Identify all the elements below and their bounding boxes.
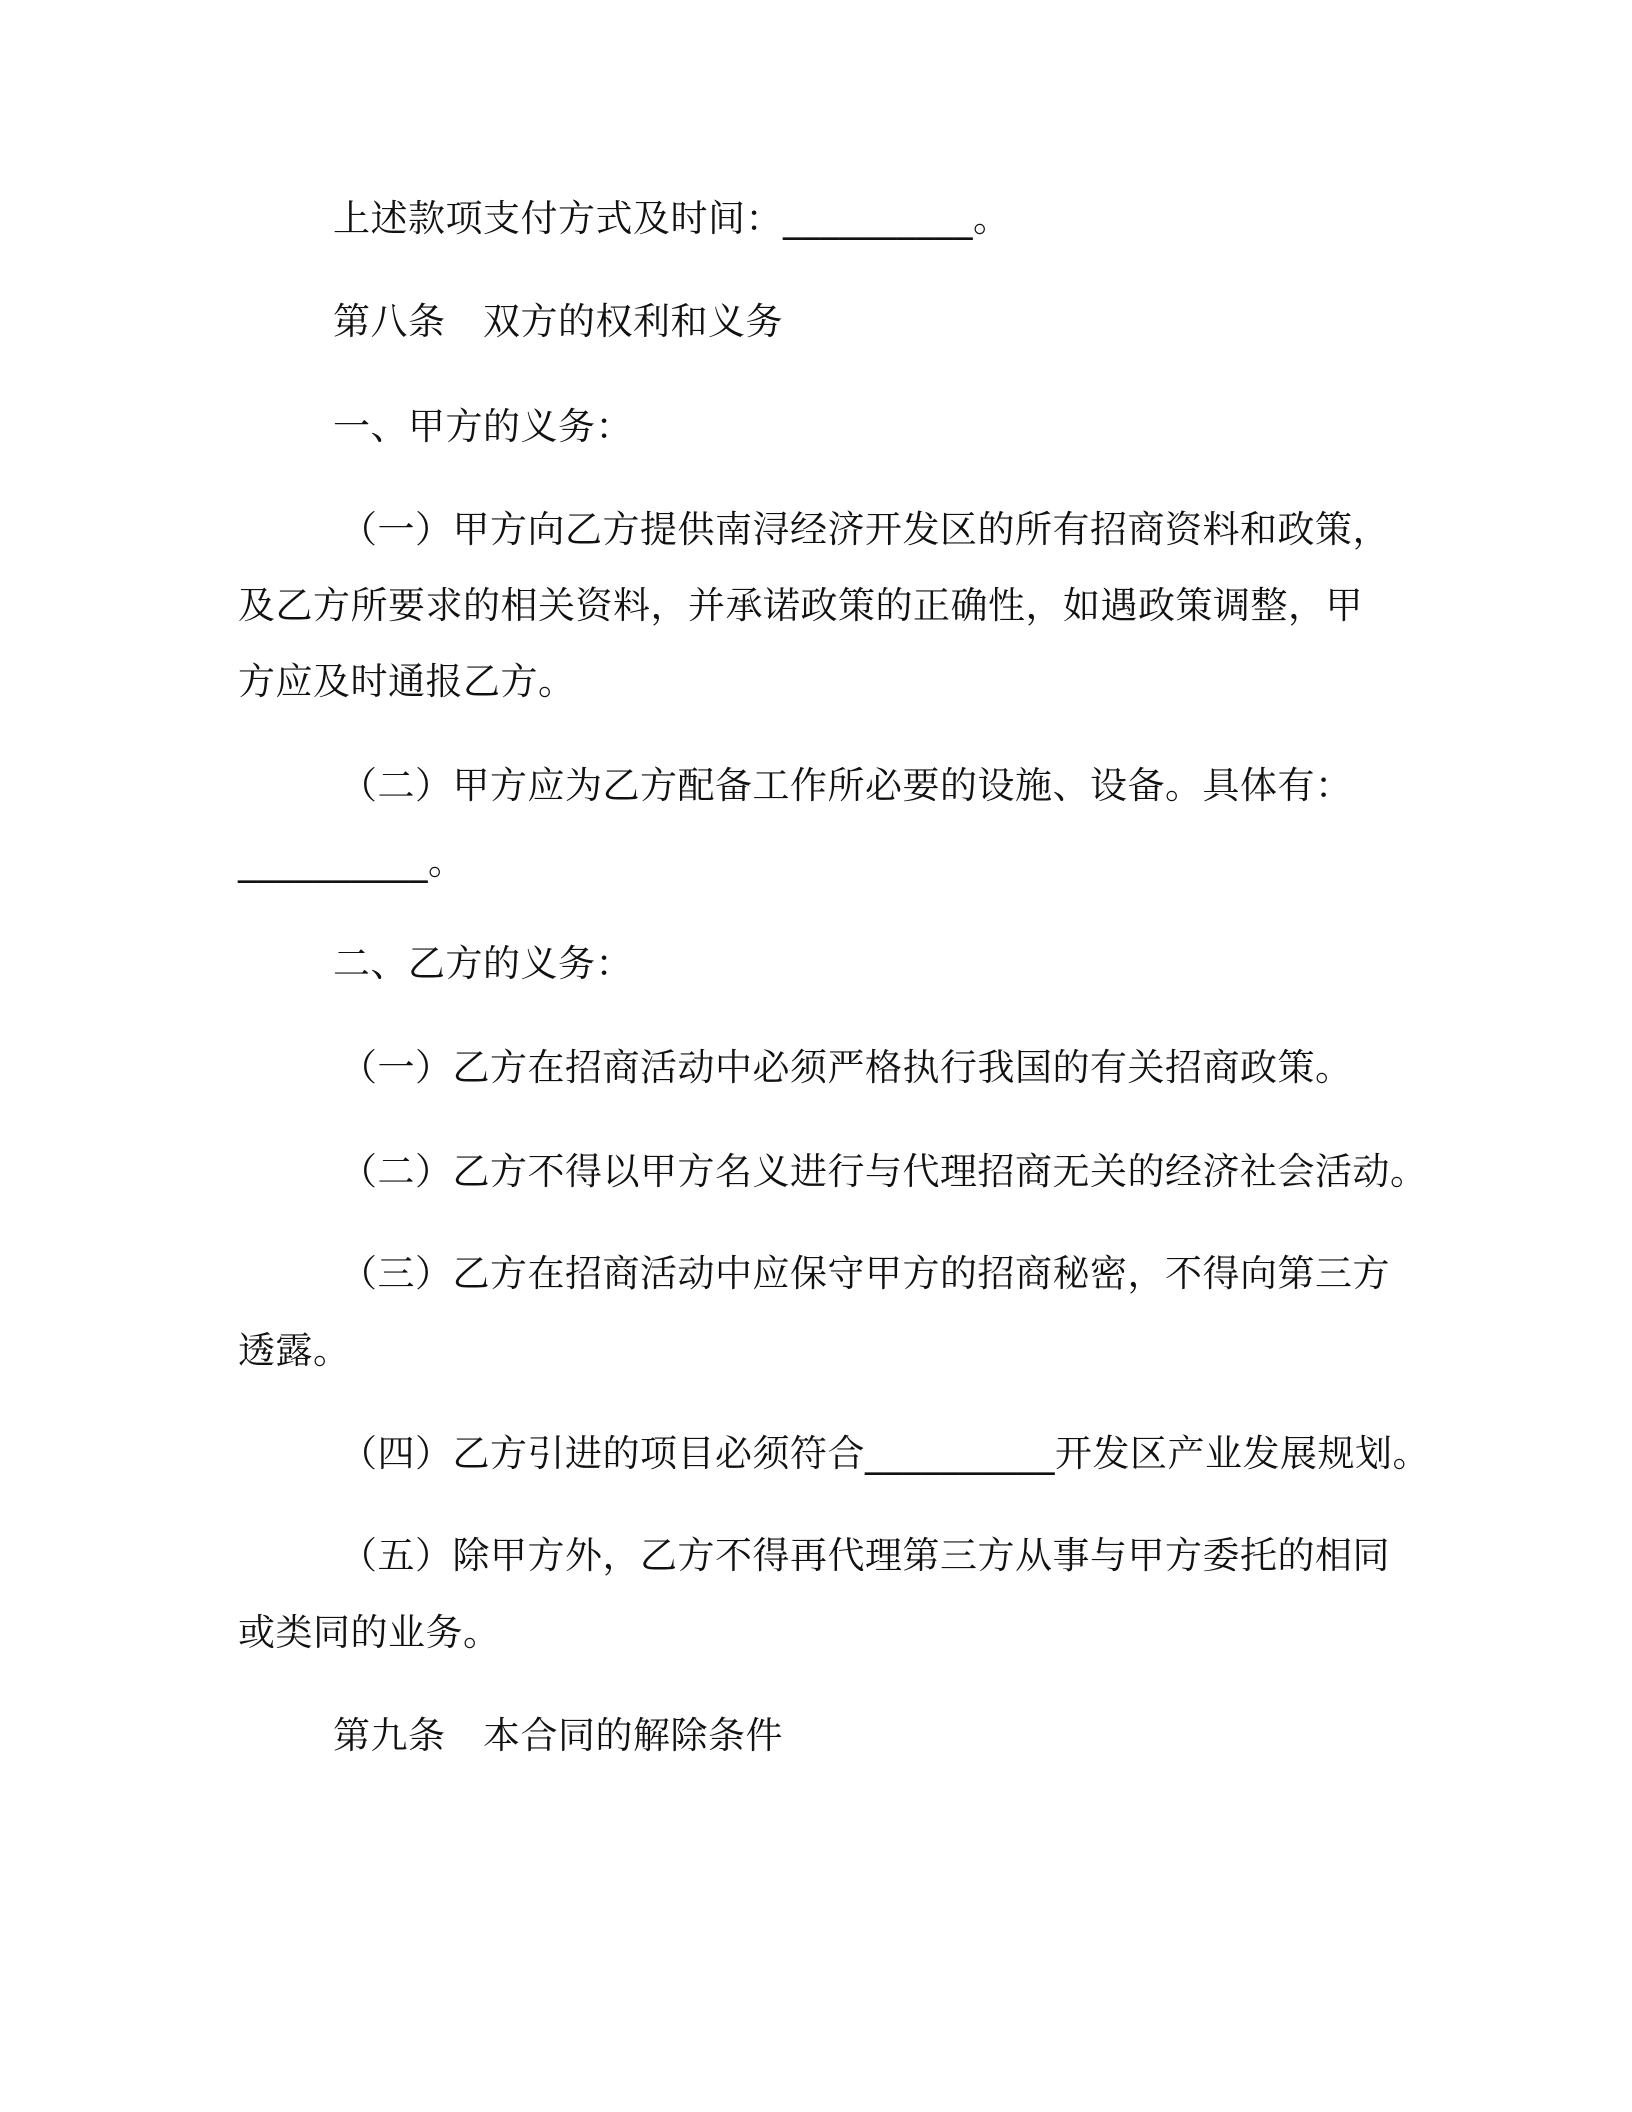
party-a-item-2-line-1: （二）甲方应为乙方配备工作所必要的设施、设备。具体有： bbox=[340, 764, 1353, 807]
party-b-item-2: （二）乙方不得以甲方名义进行与代理招商无关的经济社会活动。 bbox=[340, 1150, 1428, 1193]
party-b-item-3-line-1: （三）乙方在招商活动中应保守甲方的招商秘密，不得向第三方 bbox=[340, 1252, 1390, 1295]
party-a-item-1-line-2: 及乙方所要求的相关资料，并承诺政策的正确性，如遇政策调整，甲 bbox=[238, 584, 1363, 627]
party-b-obligations-heading: 二、乙方的义务： bbox=[333, 942, 633, 985]
article-8-heading: 第八条 双方的权利和义务 bbox=[333, 300, 783, 343]
party-b-item-4: （四）乙方引进的项目必须符合__________开发区产业发展规划。 bbox=[340, 1432, 1430, 1475]
party-a-item-1-line-3: 方应及时通报乙方。 bbox=[238, 660, 576, 703]
party-a-obligations-heading: 一、甲方的义务： bbox=[333, 405, 633, 448]
party-a-item-2-line-2: __________。 bbox=[238, 840, 466, 883]
article-9-heading: 第九条 本合同的解除条件 bbox=[333, 1714, 783, 1757]
party-b-item-5-line-1: （五）除甲方外，乙方不得再代理第三方从事与甲方委托的相同 bbox=[340, 1534, 1390, 1577]
party-b-item-1: （一）乙方在招商活动中必须严格执行我国的有关招商政策。 bbox=[340, 1046, 1353, 1089]
party-b-item-3-line-2: 透露。 bbox=[238, 1329, 351, 1372]
party-b-item-5-line-2: 或类同的业务。 bbox=[238, 1611, 501, 1654]
payment-method-line: 上述款项支付方式及时间：__________。 bbox=[333, 197, 1011, 240]
party-a-item-1-line-1: （一）甲方向乙方提供南浔经济开发区的所有招商资料和政策， bbox=[340, 508, 1390, 551]
